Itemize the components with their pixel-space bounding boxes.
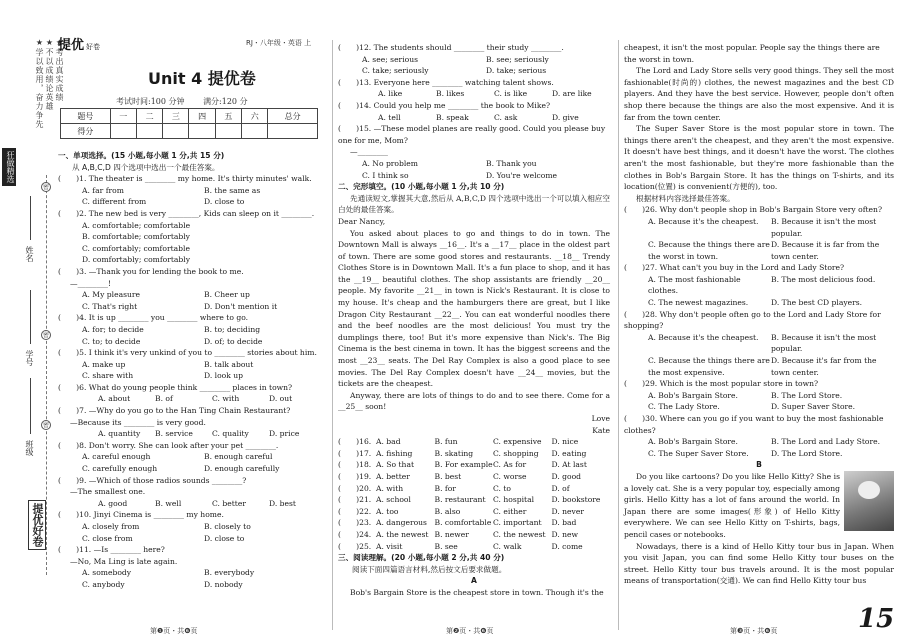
answer-option[interactable]: A. Bob's Bargain Store. [648,390,738,400]
answer-option[interactable]: B. to; deciding [204,324,261,334]
question-item [624,413,894,459]
option-group [624,390,894,413]
page-footer-1: 第❶页・共❻页 [150,627,198,635]
question-item [58,544,326,590]
answer-option[interactable]: C. better [212,498,246,508]
question-item [338,100,610,123]
passage-b-p1: Do you like cartoons? Do you like Hello Kitty? She is a lovely cat. She is a very popular toy, especially among girls. Hello Kitty has a lot of fans around the world. In Japan there are some images(形象) of Hello Kitty everywhere. We can see Hello Kitty on T-shirts, bags, pencil cases or notebooks. [624,471,840,539]
answer-option[interactable]: D. The Lord Store. [771,448,843,458]
question-item [624,378,894,413]
option-group [338,158,610,181]
field-class-line[interactable] [30,378,31,434]
answer-option[interactable]: B. service [155,429,193,439]
answer-option[interactable]: B. Because it isn't the most popular. [771,332,877,354]
letter-greeting: Dear Nancy, [338,216,386,226]
option-group [58,393,326,405]
letter-body: You asked about places to go and things to do in town. The Downtown Mall is always __16__. It's a __17__ place in the oldest part of town. There are some good stores and restaurants. __18__ Trendy Clothes Store is in Downtown Mall. It's a fun place to shop, and it has the __19__ beautiful clothes. The shop assistants are friendly __20__ people. My favorite __21__ in town is Nick's Restaurant. It is close to my house. It's cheap and the hamburgers there are great, but I like Dragon City Restaurant __22__. You can eat wonderful noodles there and the beef noodles are the most delicious! You must try the dumplings there, too! But it's more expensive than Nick's. The Big Cinema is the best cinema in town. It has the biggest screens and the most __23__ seats. The Del Ray Complex is also a good place to see movies. The Del Ray Complex doesn't have __24__ movies, but the tickets are the cheapest. [338,228,610,389]
question-item [338,123,610,181]
answer-option[interactable]: D. bad [551,518,577,528]
answer-option[interactable]: A. comfortable; comfortable [82,220,191,230]
option-group [58,451,326,474]
field-class-label: 班级 [25,440,34,456]
answer-option[interactable]: A. like [378,89,403,99]
question-dialogue: —________! [70,278,112,288]
question-item [58,475,326,510]
answer-option[interactable]: B. restaurant [434,495,486,505]
answer-option[interactable]: A. good [98,498,128,508]
badge-label: 狂做精选 [2,148,16,186]
page-title: Unit 4 提优卷 [148,69,256,88]
answer-option[interactable]: A. No problem [362,158,418,168]
answer-option[interactable]: B. enough careful [204,452,273,462]
cloze-number: ( )18. [338,460,372,470]
page-footer-2: 第❷页・共❻页 [446,627,494,635]
cloze-row [338,483,610,495]
option-group [624,436,894,459]
answer-option[interactable]: C. close from [82,533,133,543]
option-group [338,112,610,124]
answer-option[interactable]: D. good [551,471,582,481]
answer-option[interactable]: D. of [551,483,570,493]
answer-option[interactable]: D. Because it's far from the town center. [771,356,877,377]
answer-option[interactable]: B. best [434,471,462,481]
cloze-row [338,436,610,448]
score-table [60,108,318,139]
column-divider [618,40,619,630]
answer-option[interactable]: B. talk about [204,359,254,369]
score-input[interactable] [242,124,268,139]
answer-option[interactable]: A. tell [378,112,401,122]
answer-option[interactable]: A. fishing [376,448,413,458]
score-cell: 二 [136,109,162,124]
answer-option[interactable]: A. better [376,471,410,481]
cloze-number: ( )23. [338,518,372,528]
score-input[interactable] [215,124,241,139]
answer-option[interactable]: B. speak [436,112,469,122]
answer-option[interactable]: C. ask [494,112,518,122]
answer-option[interactable]: D. never [551,506,584,516]
answer-option[interactable]: D. enough carefully [204,464,280,474]
answer-option[interactable]: A. the newest [376,529,429,539]
field-name-line[interactable] [30,196,31,240]
option-group [58,498,326,510]
answer-option[interactable]: C. to; to decide [82,336,141,346]
option-group [58,324,326,347]
passage-a-label: A [471,576,477,586]
answer-option[interactable]: B. comfortable [434,518,492,528]
section-2-title: 二、完形填空。(10 小题,每小题 1 分,共 10 分) [338,182,505,192]
question-list [624,204,894,459]
option-group [338,54,610,77]
fold-marker-icon: 密 [42,332,49,339]
answer-option[interactable]: D. close to [204,197,245,207]
cloze-row [338,541,610,553]
brand-logo-top [58,34,100,53]
question-stem: ( )29. Which is the most popular store in town? [624,379,819,389]
answer-option[interactable]: D. new [551,529,579,539]
answer-option[interactable]: C. share with [82,371,134,381]
answer-option[interactable]: C. hospital [493,495,535,505]
option-group [624,216,894,262]
answer-option[interactable]: C. carefully enough [82,464,158,474]
slogan-1: ★考出真实成绩 [55,38,64,102]
answer-option[interactable]: D. Don't mention it [204,301,278,311]
question-item [58,440,326,475]
answer-option[interactable]: C. I think so [362,170,409,180]
slogan-3: ★学以致用，奋力争先 [35,38,44,129]
answer-option[interactable]: C. shopping [493,448,539,458]
cloze-number: ( )21. [338,495,372,505]
score-cell: 四 [189,109,215,124]
hello-kitty-photo [844,471,894,531]
answer-option[interactable]: C. Because the things there are the most expensive. [648,356,770,377]
brand-name: 提优 [58,38,85,53]
cloze-row [338,506,610,518]
question-item [338,77,610,100]
answer-option[interactable]: A. So that [376,460,415,470]
question-stem: ( )26. Why don't people shop in Bob's Bargain Store very often? [624,205,883,215]
answer-option[interactable]: D. are like [552,89,592,99]
field-id-label: 学号 [25,350,34,366]
answer-option[interactable]: C. As for [493,460,527,470]
answer-option[interactable]: A. closely from [82,522,140,531]
fold-line [46,175,47,575]
answer-option[interactable]: A. with [376,483,404,493]
answer-option[interactable]: B. also [434,506,461,516]
question-item [58,509,326,544]
answer-option[interactable]: C. either [493,506,527,516]
answer-option[interactable]: C. quality [212,429,249,439]
cloze-row [338,448,610,460]
section-2-instruction: 先通读短文,掌握其大意,然后从 A,B,C,D 四个选项中选出一个可以填入相应空白处的最佳答案。 [338,193,610,215]
question-stem: ( )27. What can't you buy in the Lord and Lady Store? [624,263,845,273]
answer-option[interactable]: A. The most fashionable clothes. [648,274,741,296]
answer-option[interactable]: A. bad [376,437,401,447]
answer-option[interactable]: C. with [212,394,240,404]
answer-option[interactable]: A. too [376,506,399,516]
score-input[interactable] [110,124,136,139]
question-dialogue: —No, Ma Ling is late again. [70,556,178,566]
answer-option[interactable]: B. see [434,541,458,551]
answer-option[interactable]: B. skating [434,448,474,458]
question-item [58,347,326,382]
passage-a-p2: The Lord and Lady Store sells very good things. They sell the most fashionable(时尚的) clothes, the newest magazines and the best CD players. And they have the best service. However, people don't often shop there because the things are also the most expensive. And it is far from the town center. [624,66,894,122]
answer-option[interactable]: D. The best CD players. [771,298,863,308]
question-item [624,262,894,308]
exam-score: 满分:120 分 [203,97,248,106]
score-cell: 得分 [61,124,111,139]
question-item [58,405,326,440]
answer-option[interactable]: B. everybody [204,568,255,578]
question-stem: ( )28. Why don't people often go to the Lord and Lady Store for shopping? [624,309,881,331]
answer-option[interactable]: C. walk [493,541,522,551]
answer-option[interactable]: D. close to [204,533,245,543]
answer-option[interactable]: D. out [269,394,293,404]
answer-option[interactable]: D. come [551,541,583,551]
question-item [58,312,326,347]
score-cell: 六 [242,109,268,124]
answer-option[interactable]: C. The Lady Store. [648,402,720,412]
answer-option[interactable]: A. far from [82,185,124,195]
option-group [338,88,610,100]
cloze-number: ( )17. [338,448,372,458]
answer-option[interactable]: D. take; serious [486,66,547,76]
question-stem: ( )14. Could you help me ________ the book to Mike? [338,100,551,110]
column-1 [58,150,326,591]
question-stem: ( )2. The new bed is very ________, Kids can sleep on it ________. [58,208,315,218]
column-3 [624,42,894,587]
score-input[interactable] [268,124,318,139]
question-stem: ( )3. —Thank you for lending the book to me. [58,266,244,276]
grade-label: RJ・八年级・英语 上 [246,39,312,47]
cloze-row [338,517,610,529]
answer-option[interactable]: D. At last [551,460,587,470]
page-footer-3: 第❸页・共❻页 [730,627,778,635]
slogan-2: ★不以成绩论英雄 [45,38,54,111]
answer-option[interactable]: D. nice [551,437,579,447]
answer-option[interactable]: A. Because it's the cheapest. [648,216,759,226]
answer-option[interactable]: C. anybody [82,579,125,589]
field-name-label: 姓名 [25,246,34,262]
question-stem: ( )15. —These model planes are really good. Could you please buy one for me, Mom? [338,124,606,145]
score-cell: 三 [163,109,189,124]
answer-option[interactable]: C. worse [493,471,527,481]
answer-option[interactable]: D. look up [204,371,243,381]
question-stem: ( )6. What do young people think ________ places in town? [58,382,293,392]
answer-option[interactable]: A. visit [376,541,403,551]
question-item [58,382,326,405]
passage-b-p2: Nowadays, there is a kind of Hello Kitty tour bus in Japan. When you visit Japan, you can find some Hello Kitty tour buses on the street. Hello Kitty tour bus travels around. It is the most popular means of transportation(交通). We can find Hello Kitty tour bus [624,541,894,586]
answer-option[interactable]: A. Bob's Bargain Store. [648,437,738,447]
question-stem: ( )1. The theater is ________ my home. It's thirty minutes' walk. [58,174,312,184]
question-stem: ( )4. It is up ________ you ________ where to go. [58,313,249,323]
question-item [338,42,610,77]
option-group [58,567,326,590]
page-number: 15 [858,604,895,634]
answer-option[interactable]: B. The most delicious food. [771,274,876,284]
brand-tag: 好卷 [86,43,101,51]
option-group [58,359,326,382]
answer-option[interactable]: B. of [155,394,173,404]
answer-option[interactable]: B. comfortable; comfortably [82,232,190,242]
question-stem: ( )10. Jinyi Cinema is ________ my home. [58,510,224,520]
option-group [58,289,326,312]
answer-option[interactable]: D. Super Saver Store. [771,402,856,412]
score-table-header [61,109,318,124]
question-item [58,266,326,312]
answer-option[interactable]: C. the newest [493,529,546,539]
score-input[interactable] [136,124,162,139]
question-item [58,208,326,266]
answer-option[interactable]: B. Thank you [486,158,537,168]
score-cell: 题号 [61,109,111,124]
score-input[interactable] [163,124,189,139]
answer-option[interactable]: A. see; serious [362,54,418,64]
answer-option[interactable]: B. see; seriously [486,54,549,64]
answer-option[interactable]: C. That's right [82,301,138,311]
answer-option[interactable]: D. bookstore [551,495,601,505]
answer-option[interactable]: A. school [376,495,411,505]
question-item [58,173,326,208]
question-dialogue: —________ [350,147,388,157]
question-stem: ( )9. —Which of those radios sounds ________? [58,475,247,485]
answer-option[interactable]: C. comfortably; comfortable [82,243,190,253]
answer-option[interactable]: B. likes [436,89,465,99]
column-divider [332,40,333,630]
cloze-row [338,471,610,483]
section-3-instruction: 阅读下面四篇语言材料,然后按文后要求做题。 [352,564,507,574]
answer-option[interactable]: C. to [493,483,511,493]
cloze-number: ( )25. [338,541,372,551]
letter-sign-love: Love [591,414,610,423]
answer-option[interactable]: B. newer [434,529,469,539]
answer-option[interactable]: C. important [493,518,542,528]
question-list [338,42,610,181]
answer-option[interactable]: C. The newest magazines. [648,298,749,308]
cloze-row [338,529,610,541]
score-cell: 总分 [268,109,318,124]
section-1-title: 一、单项选择。(15 小题,每小题 1 分,共 15 分) [58,151,225,160]
question-stem: ( )7. —Why do you go to the Han Ting Chain Restaurant? [58,406,291,416]
option-group [58,521,326,544]
question-dialogue: —The smallest one. [70,487,146,497]
score-cell: 一 [110,109,136,124]
answer-option[interactable]: A. dangerous [376,518,427,528]
column-2 [338,42,610,599]
question-stem: ( )8. Don't worry. She can look after your pet ________. [58,440,279,450]
cloze-row [338,494,610,506]
section-3-title: 三、阅读理解。(20 小题,每小题 2 分,共 40 分) [338,553,505,563]
answer-option[interactable]: B. The Lord and Lady Store. [771,437,880,447]
passage-a-instruction: 根据材料内容选择最佳答案。 [636,193,735,203]
cloze-number: ( )24. [338,529,372,539]
passage-a-p1: cheapest, it isn't the most popular. People say the things there are the worst in town. [624,43,880,64]
answer-option[interactable]: C. expensive [493,437,542,447]
answer-option[interactable]: C. The Super Saver Store. [648,448,749,458]
fold-marker-icon: 密 [42,422,49,429]
answer-option[interactable]: C. Because the things there are the worst in town. [648,240,770,261]
question-stem: ( )11. —Is ________ here? [58,545,165,555]
question-stem: ( )5. I think it's very unkind of you to ________ stories about him. [58,348,317,358]
score-input[interactable] [189,124,215,139]
answer-option[interactable]: A. My pleasure [82,290,141,300]
brand-logo: 提优好卷 [28,500,46,550]
answer-option[interactable]: B. closely to [204,522,251,531]
answer-option[interactable]: D. of; to decide [204,336,263,346]
question-stem: ( )12. The students should ________ their study ________. [338,43,564,52]
answer-option[interactable]: A. careful enough [82,452,151,462]
answer-option[interactable]: C. is like [494,89,528,99]
cloze-options [338,436,610,552]
letter-closing: Anyway, there are lots of things to do and to see there. Come for a __25__ soon! [338,390,610,412]
cloze-number: ( )19. [338,471,372,481]
passage-b-label: B [756,460,762,470]
answer-option[interactable]: D. eating [551,448,587,458]
question-item [624,309,894,379]
answer-option[interactable]: A. quantity [98,429,141,439]
answer-option[interactable]: B. fun [434,437,458,447]
passage-a-p3: The Super Saver Store is the most popular store in town. The things there aren't the cheapest, and they aren't the most expensive. It doesn't have best things, and it doesn't have the worst. The clothes aren't the most fashionable, but they're more fashionable than the clothes in Bob's Bargain Store. It has the things on T-shirts, and its location(位置) is convenient(方便的), too. [624,124,894,192]
answer-option[interactable]: B. for [434,483,456,493]
exam-info [116,96,264,107]
answer-option[interactable]: D. comfortably; comfortably [82,255,191,265]
answer-option[interactable]: D. You're welcome [486,170,558,180]
field-id-line[interactable] [30,290,31,344]
question-list [58,173,326,590]
fold-marker-icon: 密 [42,184,49,191]
answer-option[interactable]: A. somebody [82,568,132,578]
answer-option[interactable]: C. take; seriously [362,66,429,76]
answer-option[interactable]: B. Because it isn't the most popular. [771,216,877,238]
option-group [58,428,326,440]
option-group [624,332,894,378]
cloze-number: ( )20. [338,483,372,493]
answer-option[interactable]: D. Because it is far from the town center. [771,240,880,261]
binding-margin [0,0,64,644]
answer-option[interactable]: B. Cheer up [204,290,250,300]
answer-option[interactable]: B. well [155,498,182,508]
cloze-row [338,459,610,471]
cloze-number: ( )16. [338,437,372,447]
answer-option[interactable]: D. best [269,498,296,508]
passage-a-start: Bob's Bargain Store is the cheapest store in town. Though it's the [350,587,604,597]
answer-option[interactable]: B. For example [434,460,493,470]
answer-option[interactable]: D. price [269,429,300,439]
question-stem: ( )30. Where can you go if you want to buy the most fashionable clothes? [624,414,884,435]
answer-option[interactable]: B. The Lord Store. [771,390,843,400]
answer-option[interactable]: A. Because it's the cheapest. [648,332,759,342]
question-dialogue: —Because its ________ is very good. [70,417,206,427]
score-cell: 五 [215,109,241,124]
answer-option[interactable]: A. make up [82,359,126,369]
option-group [624,274,894,309]
cloze-number: ( )22. [338,506,372,516]
letter-sign-name: Kate [592,425,610,435]
answer-option[interactable]: D. nobody [204,579,243,589]
answer-option[interactable]: C. different from [82,197,147,207]
question-item [624,204,894,262]
option-group [58,220,326,266]
question-stem: ( )13. Everyone here ________ watching talent shows. [338,77,554,87]
option-group [58,185,326,208]
answer-option[interactable]: B. the same as [204,185,261,195]
exam-time: 考试时间:100 分钟 [116,97,185,106]
answer-option[interactable]: A. about [98,394,131,404]
answer-option[interactable]: A. for; to decide [82,324,144,334]
score-table-row [61,124,318,139]
section-1-instruction: 从 A,B,C,D 四个选项中选出一个最佳答案。 [72,162,220,172]
answer-option[interactable]: D. give [552,112,579,122]
